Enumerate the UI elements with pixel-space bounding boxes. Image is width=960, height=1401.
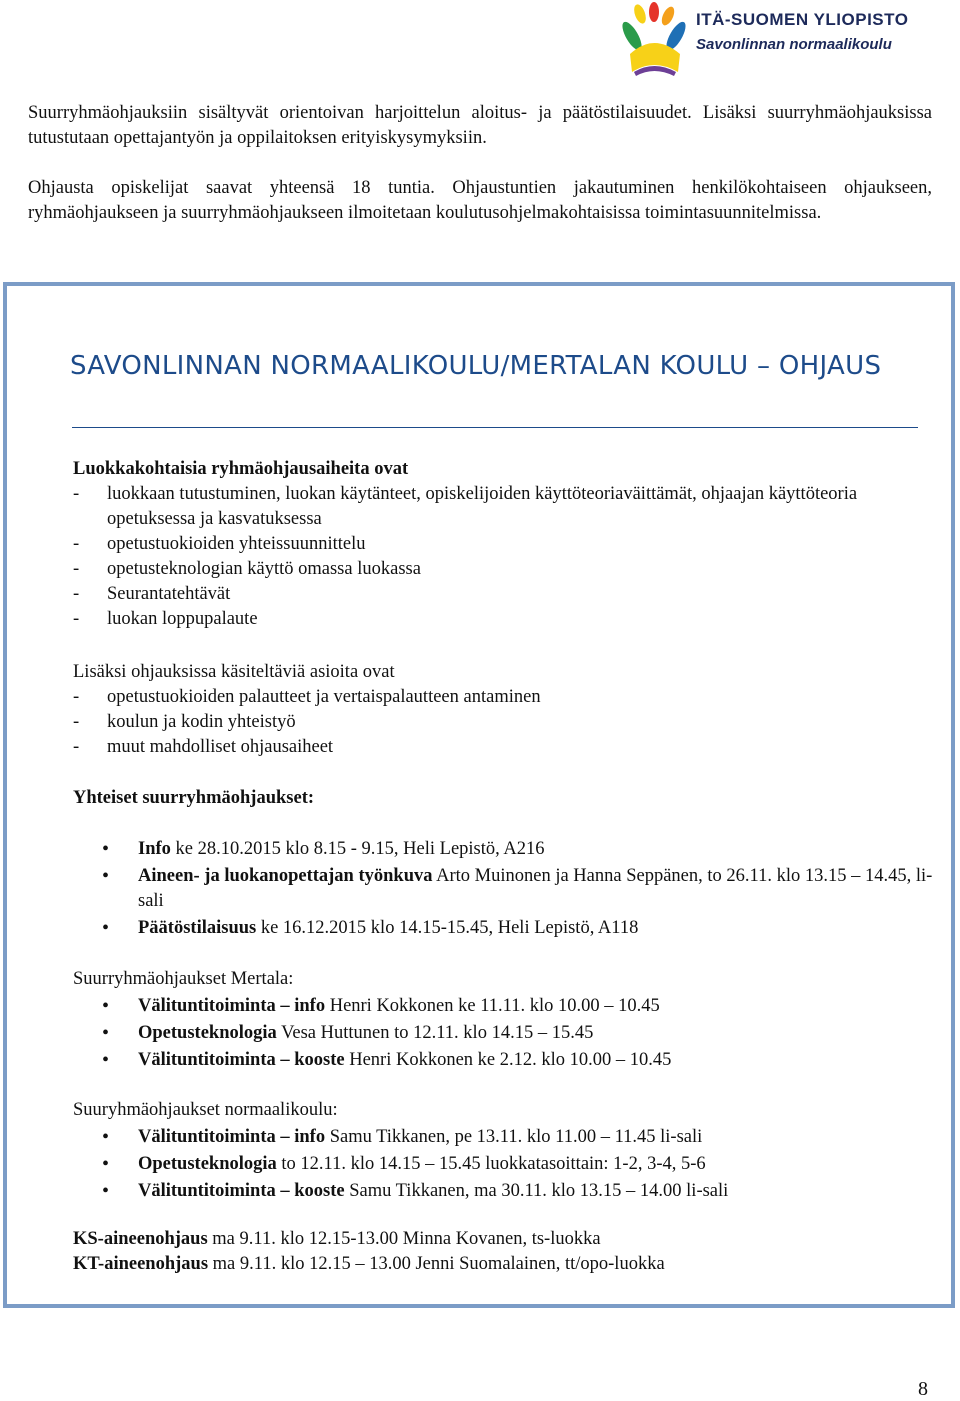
list-item: - muut mahdolliset ohjausaiheet bbox=[107, 735, 933, 760]
section-common-sessions bbox=[73, 786, 933, 943]
logo-school-name: Savonlinnan normaalikoulu bbox=[696, 36, 892, 53]
list-item: • Opetusteknologia to 12.11. klo 14.15 – 15.45 luokkatasoittain: 1-2, 3-4, 5-6 bbox=[138, 1152, 933, 1177]
section-heading: Yhteiset suurryhmäohjaukset: bbox=[73, 788, 315, 808]
section-heading: Suurryhmäohjaukset Mertala: bbox=[73, 969, 294, 989]
list-item: • Välituntitoiminta – kooste Henri Kokkonen ke 2.12. klo 10.00 – 10.45 bbox=[138, 1048, 933, 1073]
list-item: • Opetusteknologia Vesa Huttunen to 12.11. klo 14.15 – 15.45 bbox=[138, 1021, 933, 1046]
logo-university-name: ITÄ-SUOMEN YLIOPISTO bbox=[696, 10, 909, 29]
list-item: - luokkaan tutustuminen, luokan käytänteet, opiskelijoiden käyttöteoriaväittämät, ohjaajan käyttöteoria opetuksessa ja kasvatuksessa bbox=[107, 482, 933, 532]
section-heading: Lisäksi ohjauksissa käsiteltäviä asioita ovat bbox=[73, 662, 395, 682]
section-other-topics bbox=[73, 660, 933, 760]
subject-guidance-line: KT-aineenohjaus ma 9.11. klo 12.15 – 13.00 Jenni Suomalainen, tt/opo-luokka bbox=[73, 1254, 665, 1274]
university-logo bbox=[620, 2, 950, 78]
intro-paragraph-1: Suurryhmäohjauksiin sisältyvät orientoivan harjoittelun aloitus- ja päätöstilaisuudet. Lisäksi suurryhmäohjauksissa tutustutaan opettajantyön ja oppilaitoksen erityiskysymyksiin. bbox=[28, 103, 932, 148]
list-item: - opetustuokioiden palautteet ja vertaispalautteen antaminen bbox=[107, 685, 933, 710]
section-normaalikoulu-sessions bbox=[73, 1098, 933, 1206]
list-item: - Seurantatehtävät bbox=[107, 582, 933, 607]
box-title: SAVONLINNAN NORMAALIKOULU/MERTALAN KOULU – OHJAUS bbox=[70, 351, 882, 381]
list-item: - opetustuokioiden yhteissuunnittelu bbox=[107, 532, 933, 557]
section-heading: Suuryhmäohjaukset normaalikoulu: bbox=[73, 1100, 338, 1120]
list-item: • Välituntitoiminta – kooste Samu Tikkanen, ma 30.11. klo 13.15 – 14.00 li-sali bbox=[138, 1179, 933, 1204]
section-subject-guidance bbox=[73, 1227, 933, 1277]
list-item: - koulun ja kodin yhteistyö bbox=[107, 710, 933, 735]
list-item: • Välituntitoiminta – info Samu Tikkanen, pe 13.11. klo 11.00 – 11.45 li-sali bbox=[138, 1125, 933, 1150]
title-divider bbox=[72, 427, 918, 428]
section-mertala-sessions bbox=[73, 967, 933, 1075]
section-class-topics bbox=[73, 457, 933, 632]
list-item: - opetusteknologian käyttö omassa luokassa bbox=[107, 557, 933, 582]
list-item: - luokan loppupalaute bbox=[107, 607, 933, 632]
page-number: 8 bbox=[918, 1378, 928, 1400]
section-heading: Luokkakohtaisia ryhmäohjausaiheita ovat bbox=[73, 459, 409, 479]
list-item: • Päätöstilaisuus ke 16.12.2015 klo 14.15-15.45, Heli Lepistö, A118 bbox=[138, 916, 933, 941]
intro-paragraph-2: Ohjausta opiskelijat saavat yhteensä 18 tuntia. Ohjaustuntien jakautuminen henkilökohtaiseen ohjaukseen, ryhmäohjaukseen ja suurryhmäohjaukseen ilmoitetaan koulutusohjelmakohtaisissa toimintasuunnitelmissa. bbox=[28, 178, 932, 223]
list-item: • Aineen- ja luokanopettajan työnkuva Arto Muinonen ja Hanna Seppänen, to 26.11. klo 13.15 – 14.45, li-sali bbox=[138, 864, 933, 914]
logo-flower-icon bbox=[620, 2, 690, 78]
subject-guidance-line: KS-aineenohjaus ma 9.11. klo 12.15-13.00 Minna Kovanen, ts-luokka bbox=[73, 1229, 601, 1249]
list-item: • Info ke 28.10.2015 klo 8.15 - 9.15, Heli Lepistö, A216 bbox=[138, 837, 933, 862]
list-item: • Välituntitoiminta – info Henri Kokkonen ke 11.11. klo 10.00 – 10.45 bbox=[138, 994, 933, 1019]
